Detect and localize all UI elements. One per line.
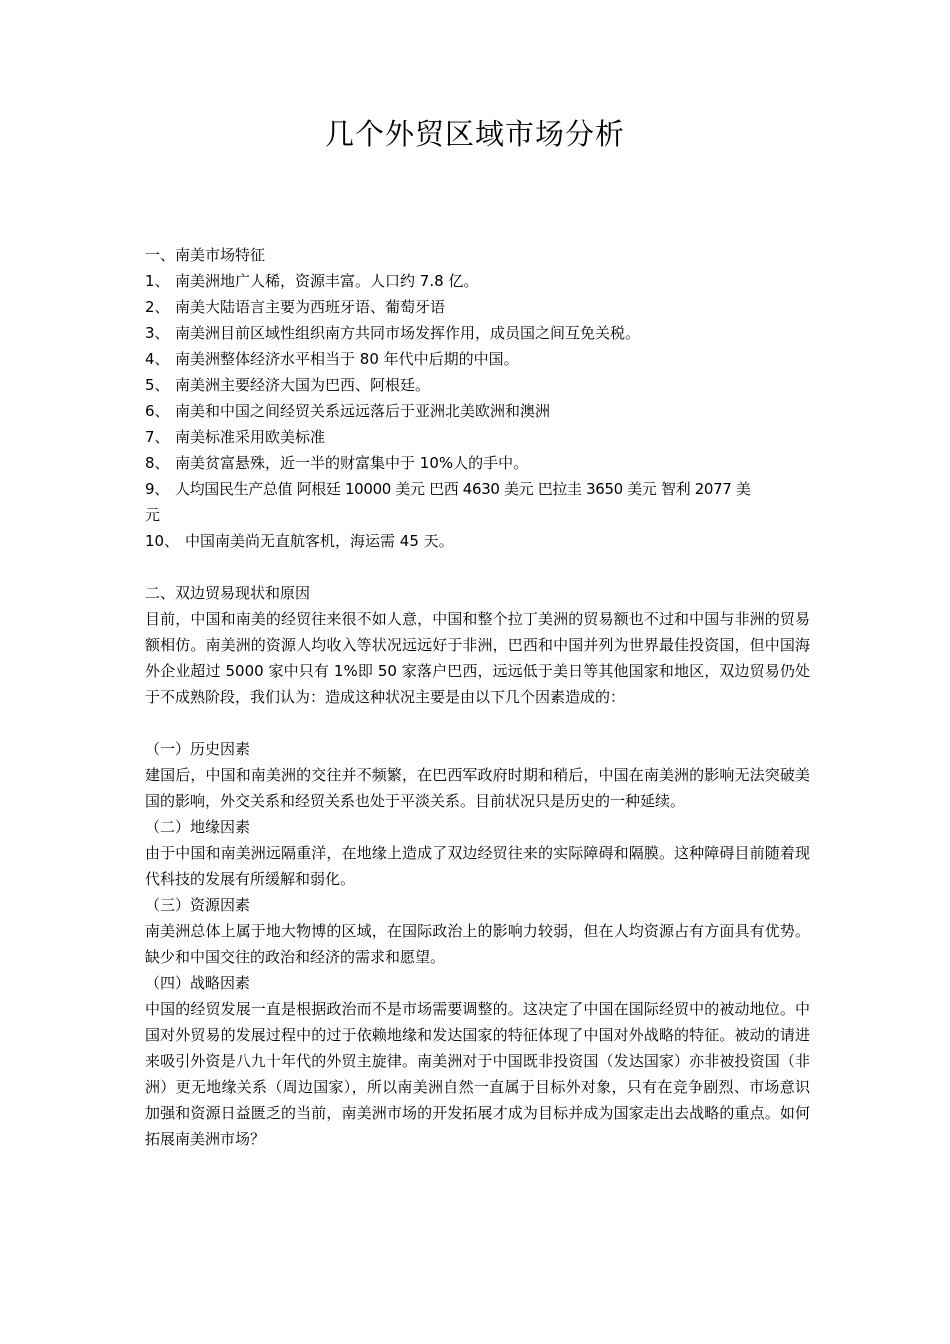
list-item-text: 南美洲目前区域性组织南方共同市场发挥作用，成员国之间互免关税。	[175, 324, 641, 342]
section2-intro-paragraph: 目前，中国和南美的经贸往来很不如人意，中国和整个拉丁美洲的贸易额也不过和中国与非洲的贸易额相仿。南美洲的资源人均收入等状况远远好于非洲，巴西和中国并列为世界最佳投资国，但中国海外企业超过 5000 家中只有 1%即 50 家落户巴西，远远低于美日等其他国家和地区，双边贸易仍处于不成熟阶段，我们认为：造成这种状况主要是由以下几个因素造成的：	[145, 610, 810, 706]
factor-paragraph: 建国后，中国和南美洲的交往并不频繁，在巴西军政府时期和稍后，中国在南美洲的影响无法突破美国的影响，外交关系和经贸关系也处于平淡关系。目前状况只是历史的一种延续。	[145, 766, 810, 810]
list-item-number: 10、	[145, 532, 180, 550]
factor-heading: （四）战略因素	[145, 974, 251, 992]
list-item-continuation: 元	[145, 506, 161, 524]
section1-heading	[145, 242, 810, 268]
list-item-text: 中国南美尚无直航客机，海运需 45 天。	[185, 532, 454, 550]
list-item	[145, 268, 810, 294]
list-item	[145, 372, 810, 398]
factor-heading: （二）地缘因素	[145, 818, 251, 836]
list-item	[145, 450, 810, 476]
section1-heading-number: 一、	[145, 246, 176, 264]
list-item-number: 1、	[145, 272, 170, 290]
list-item	[145, 476, 810, 502]
list-item-text: 南美和中国之间经贸关系远远落后于亚洲北美欧洲和澳洲	[175, 402, 551, 420]
paragraph-gap	[145, 710, 810, 736]
list-item	[145, 320, 810, 346]
list-item-number: 3、	[145, 324, 170, 342]
list-item-number: 2、	[145, 298, 170, 316]
factor-paragraph: 由于中国和南美洲远隔重洋，在地缘上造成了双边经贸往来的实际障碍和隔膜。这种障碍目前随着现代科技的发展有所缓解和弱化。	[145, 844, 810, 888]
factor-paragraph: 南美洲总体上属于地大物博的区域，在国际政治上的影响力较弱，但在人均资源占有方面具有优势。缺少和中国交往的政治和经济的需求和愿望。	[145, 922, 810, 966]
list-item-number: 7、	[145, 428, 170, 446]
document-body	[145, 242, 810, 1152]
factor-heading: （三）资源因素	[145, 896, 251, 914]
list-item	[145, 346, 810, 372]
list-item	[145, 294, 810, 320]
list-item-number: 9、	[145, 480, 169, 498]
factor-paragraph: 中国的经贸发展一直是根据政治而不是市场需要调整的。这决定了中国在国际经贸中的被动地位。中国对外贸易的发展过程中的过于依赖地缘和发达国家的特征体现了中国对外战略的特征。被动的请进来吸引外资是八九十年代的外贸主旋律。南美洲对于中国既非投资国（发达国家）亦非被投资国（非洲）更无地缘关系（周边国家），所以南美洲自然一直属于目标外对象，只有在竞争剧烈、市场意识加强和资源日益匮乏的当前，南美洲市场的开发拓展才成为目标并成为国家走出去战略的重点。如何拓展南美洲市场？	[145, 1000, 810, 1148]
list-item-number: 5、	[145, 376, 170, 394]
list-item-text: 南美洲整体经济水平相当于 80 年代中后期的中国。	[175, 350, 519, 368]
list-item-text: 南美大陆语言主要为西班牙语、葡萄牙语	[175, 298, 446, 316]
list-item-text: 南美标准采用欧美标准	[175, 428, 326, 446]
list-item-text: 南美洲主要经济大国为巴西、阿根廷。	[175, 376, 431, 394]
list-item-number: 8、	[145, 454, 170, 472]
list-item-text: 南美洲地广人稀，资源丰富。人口约 7.8 亿。	[175, 272, 479, 290]
list-item-number: 4、	[145, 350, 170, 368]
list-item	[145, 424, 810, 450]
factor-heading: （一）历史因素	[145, 740, 251, 758]
list-item-number: 6、	[145, 402, 170, 420]
list-item	[145, 398, 810, 424]
list-item	[145, 528, 810, 554]
list-item-text: 人均国民生产总值 阿根廷 10000 美元 巴西 4630 美元 巴拉圭 3650 美元 智利 2077 美	[175, 480, 751, 498]
document-title: 几个外贸区域市场分析	[324, 117, 625, 151]
list-item-text: 南美贫富悬殊，近一半的财富集中于 10%人的手中。	[175, 454, 529, 472]
section1-heading-text: 南美市场特征	[175, 246, 266, 264]
paragraph-gap	[145, 554, 810, 580]
section2-heading: 二、双边贸易现状和原因	[145, 584, 311, 602]
